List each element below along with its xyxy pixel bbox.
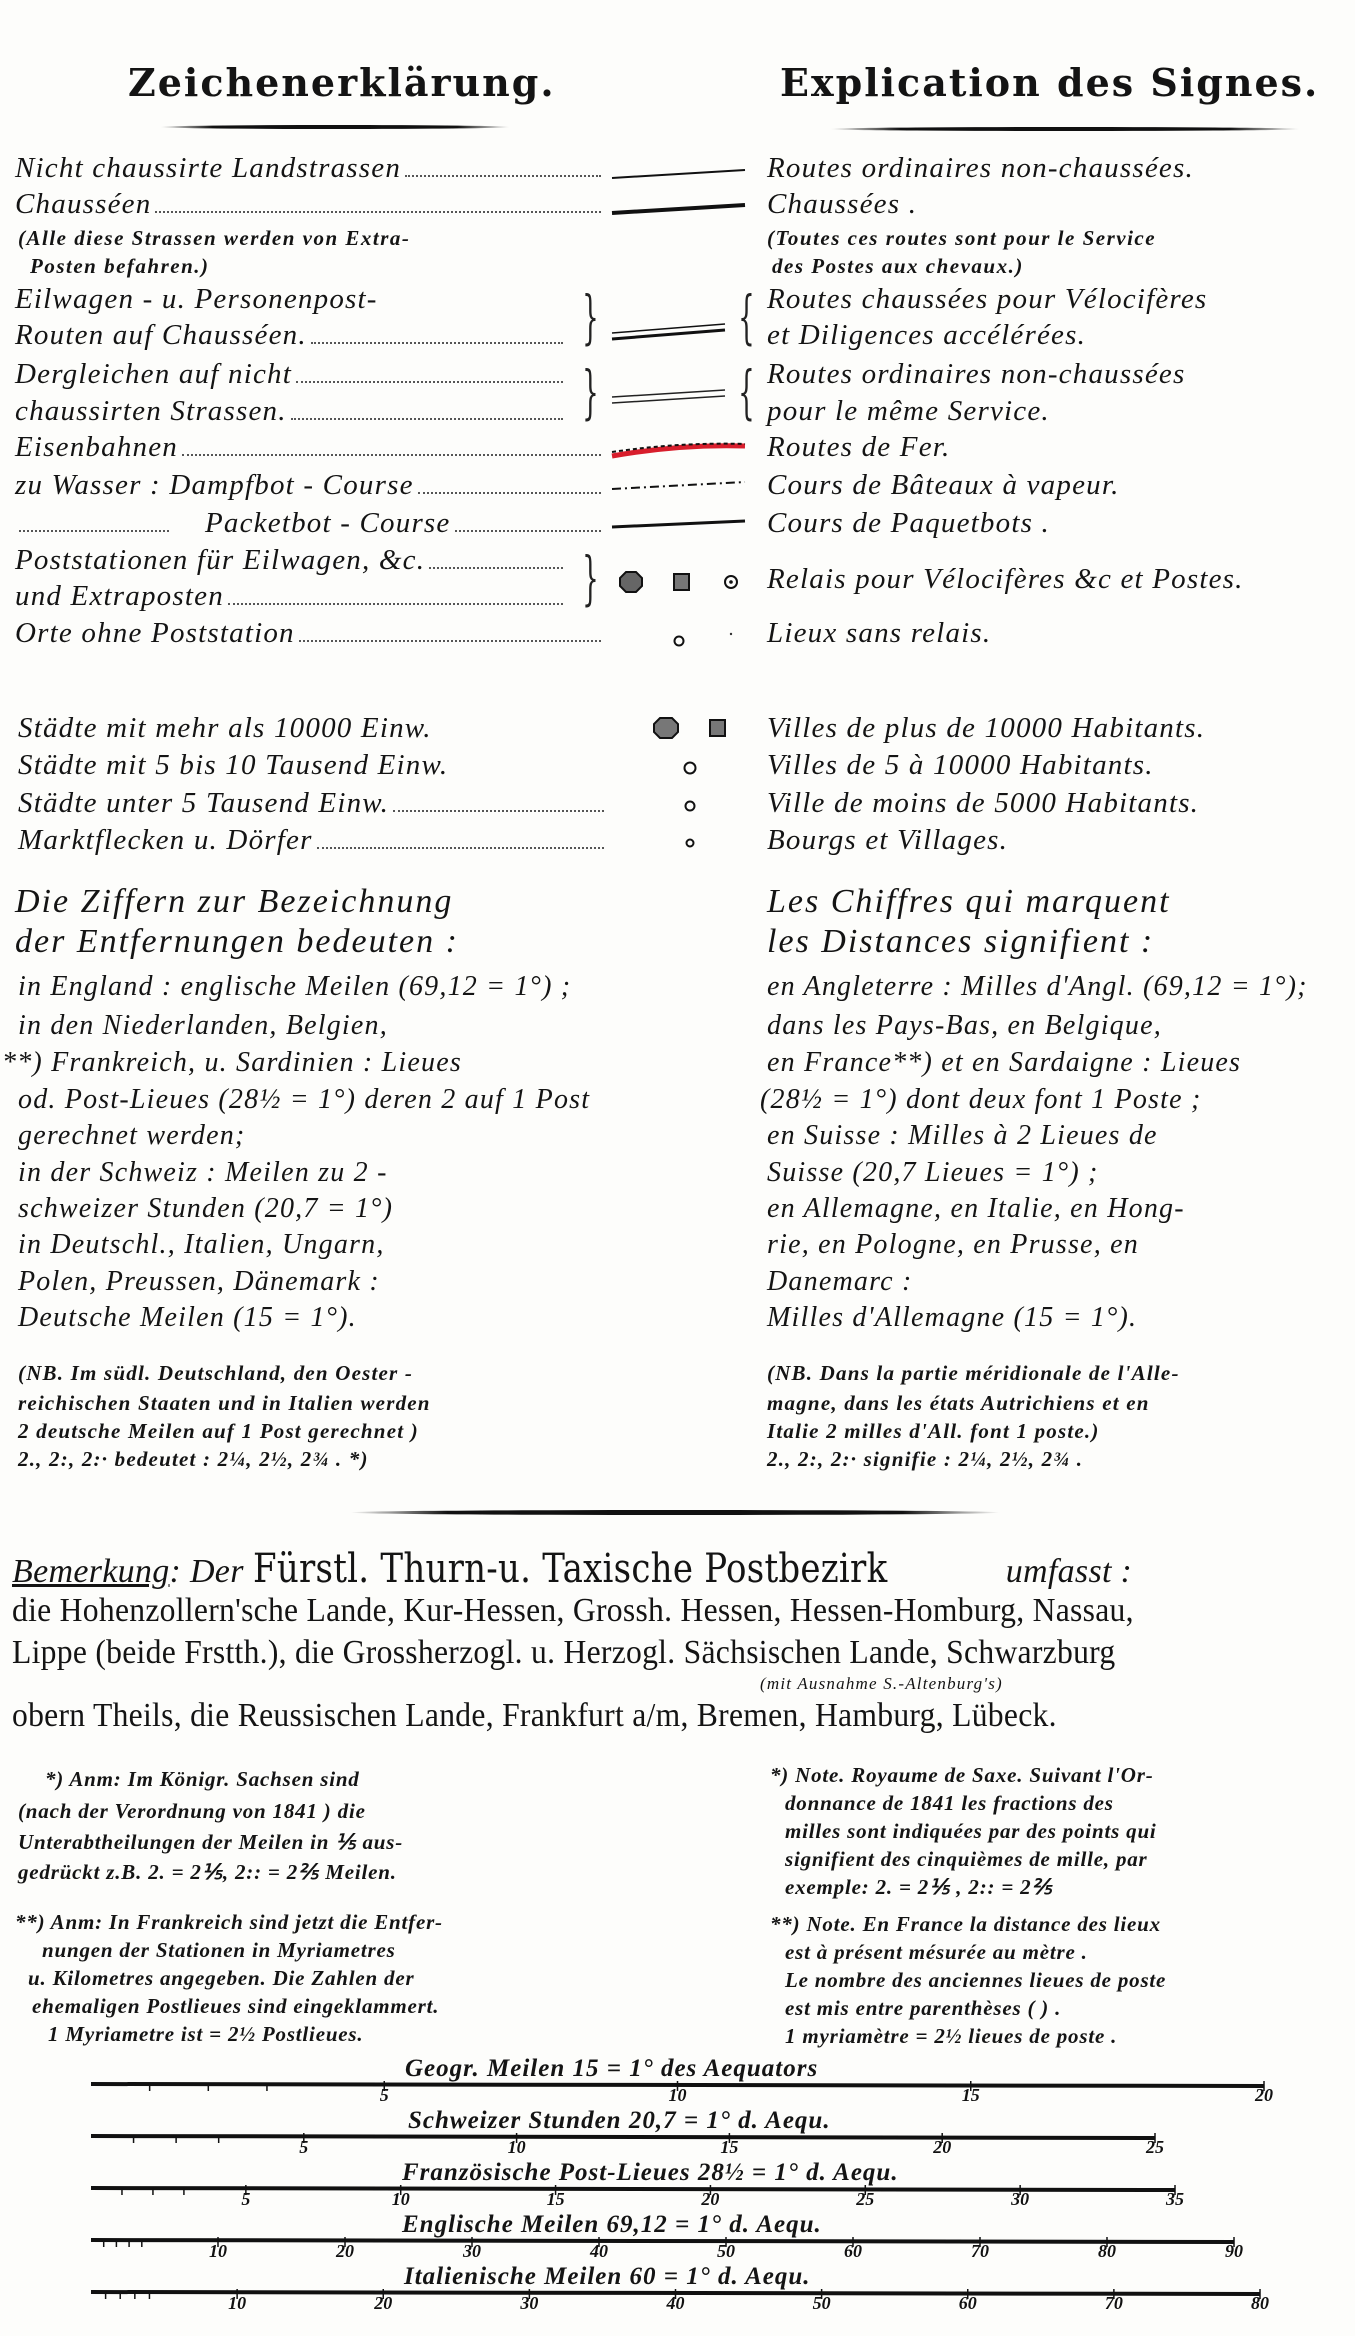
scale-tick-label: 30: [520, 2293, 539, 2313]
note-de2-line: 1 Myriametre ist = 2½ Postlieues.: [48, 2022, 364, 2046]
square-station-icon: [674, 574, 689, 590]
distances-fr-line: dans les Pays-Bas, en Belgique,: [767, 1010, 1162, 1041]
legend-fr-0: Routes ordinaires non-chaussées.: [767, 152, 1194, 184]
distances-fr-line: Suisse (20,7 Lieues = 1°) ;: [767, 1157, 1099, 1188]
distances-de-heading-1: der Entfernungen bedeuten :: [15, 923, 459, 960]
scale-tick-label: 10: [391, 2189, 410, 2209]
scale-title: Schweizer Stunden 20,7 = 1° d. Aequ.: [408, 2107, 831, 2134]
town-de-3: Marktflecken u. Dörfer: [18, 822, 608, 858]
legend-fr-7: Cours de Paquetbots .: [767, 507, 1050, 539]
legend-de-4a: Dergleichen auf nicht: [15, 356, 567, 392]
scale-tick-label: 60: [844, 2241, 862, 2261]
note-fr1-line: milles sont indiquées par des points qui: [785, 1819, 1157, 1843]
bemerkung-sub: (mit Ausnahme S.-Altenburg's): [760, 1674, 1003, 1693]
distances-de-line: in England : englische Meilen (69,12 = 1°) ;: [18, 971, 572, 1002]
scale-title: Geogr. Meilen 15 = 1° des Aequators: [405, 2055, 819, 2082]
note-fr1-line: exemple: 2. = 2⅕ , 2:: = 2⅖: [785, 1875, 1053, 1899]
distances-de-heading-0: Die Ziffern zur Bezeichnung: [15, 883, 454, 920]
distances-de-line: Deutsche Meilen (15 = 1°).: [18, 1302, 357, 1333]
scale-tick-label: 5: [299, 2137, 309, 2157]
distances-de-line: gerechnet werden;: [18, 1120, 246, 1151]
legend-fr-3b: et Diligences accélérées.: [767, 319, 1087, 351]
packetboat-symbol: [612, 521, 745, 527]
legend-de-4b: chaussirten Strassen.: [15, 393, 567, 429]
bracket-left: {: [738, 283, 755, 351]
scale-tick-label: 80: [1251, 2293, 1269, 2313]
note-fr1-line: donnance de 1841 les fractions des: [785, 1791, 1114, 1815]
scale-tick-label: 40: [666, 2293, 685, 2313]
scale-tick-label: 10: [228, 2293, 247, 2313]
note-fr2-line: est mis entre parenthèses ( ) .: [785, 1996, 1062, 2020]
note-de1-line: gedrückt z.B. 2. = 2⅕, 2:: = 2⅖ Meilen.: [18, 1860, 397, 1884]
scale-tick-label: 20: [374, 2293, 393, 2313]
distances-fr-heading-1: les Distances signifient :: [767, 923, 1155, 960]
scale-tick-label: 25: [856, 2189, 875, 2209]
scale-tick-label: 15: [546, 2189, 565, 2209]
nb-de-line: 2 deutsche Meilen auf 1 Post gerechnet ): [18, 1419, 419, 1443]
scale-tick-label: 20: [933, 2137, 952, 2157]
circle-large-icon: [685, 763, 696, 774]
legend-de-note-1: Posten befahren.): [30, 254, 210, 278]
scale-tick-label: 10: [209, 2241, 227, 2261]
distances-de-line: in Deutschl., Italien, Ungarn,: [18, 1229, 385, 1260]
bemerkung-line-2: Lippe (beide Frstth.), die Grossherzogl. u. Herzogl. Sächsischen Lande, Schwarzburg: [12, 1634, 1116, 1671]
legend-fr-9: Lieux sans relais.: [767, 617, 992, 649]
small-circle-icon: [675, 637, 684, 646]
town-fr-1: Villes de 5 à 10000 Habitants.: [767, 749, 1154, 781]
distances-fr-line: en France**) et en Sardaigne : Lieues: [767, 1047, 1242, 1078]
scale-tick-label: 20: [701, 2189, 720, 2209]
octagon-station-icon: [620, 572, 642, 592]
distances-de-line: in den Niederlanden, Belgien,: [18, 1010, 388, 1041]
legend-de-0: Nicht chaussirte Landstrassen: [15, 150, 605, 186]
railway-symbol: [612, 444, 745, 456]
town-de-2: Städte unter 5 Tausend Einw.: [18, 785, 608, 821]
dot-icon: [730, 633, 732, 635]
circle-small-icon: [687, 840, 694, 847]
scale-tick-label: 35: [1166, 2189, 1184, 2209]
scale-tick-label: 15: [720, 2137, 739, 2157]
bracket-right: }: [582, 544, 599, 612]
legend-de-7: Packetbot - Course: [15, 505, 605, 541]
legend-de-9: Orte ohne Poststation: [15, 615, 605, 651]
town-fr-2: Ville de moins de 5000 Habitants.: [767, 787, 1200, 819]
legend-de-5: Eisenbahnen: [15, 429, 605, 465]
town-fr-0: Villes de plus de 10000 Habitants.: [767, 712, 1206, 744]
scale-title: Englische Meilen 69,12 = 1° d. Aequ.: [402, 2211, 822, 2238]
note-de1-line: (nach der Verordnung von 1841 ) die: [18, 1799, 366, 1823]
legend-fr-4b: pour le même Service.: [767, 395, 1050, 427]
distances-fr-line: en Suisse : Milles à 2 Lieues de: [767, 1120, 1158, 1151]
bracket-left: {: [738, 358, 755, 426]
bemerkung-line-3: obern Theils, die Reussischen Lande, Frankfurt a/m, Bremen, Hamburg, Lübeck.: [12, 1697, 1057, 1734]
note-de1-line: Unterabtheilungen der Meilen in ⅕ aus-: [18, 1830, 404, 1854]
scale-bar: [91, 2136, 1155, 2138]
scale-tick-label: 5: [379, 2085, 389, 2105]
nb-fr-line: magne, dans les états Autrichiens et en: [767, 1391, 1150, 1415]
distances-fr-line: en Allemagne, en Italie, en Hong-: [767, 1193, 1185, 1224]
legend-fr-5: Routes de Fer.: [767, 431, 951, 463]
circle-dot-station-icon: [725, 576, 737, 588]
scale-tick-label: 60: [958, 2293, 977, 2313]
legend-fr-4a: Routes ordinaires non-chaussées: [767, 358, 1186, 390]
note-fr2-line: est à présent mésurée au mètre .: [785, 1940, 1088, 1964]
town-de-1: Städte mit 5 bis 10 Tausend Einw.: [18, 749, 449, 781]
distances-de-line: schweizer Stunden (20,7 = 1°): [18, 1193, 394, 1224]
legend-fr-8: Relais pour Vélocifères &c et Postes.: [767, 563, 1244, 595]
nb-fr-line: 2., 2:, 2:· signifie : 2¼, 2½, 2¾ .: [767, 1447, 1084, 1471]
eilwagen-ordinary-symbol: [612, 390, 725, 403]
steamboat-symbol: [612, 482, 745, 489]
distances-fr-line: en Angleterre : Milles d'Angl. (69,12 = 1°);: [767, 971, 1308, 1002]
nb-de-line: reichischen Staaten und in Italien werden: [18, 1391, 431, 1415]
legend-de-3a: Eilwagen - u. Personenpost-: [15, 283, 378, 315]
scale-tick-label: 70: [1104, 2293, 1123, 2313]
distances-de-line: Polen, Preussen, Dänemark :: [18, 1266, 380, 1297]
nb-fr-line: (NB. Dans la partie méridionale de l'Alle-: [767, 1361, 1180, 1385]
thin-road-symbol: [612, 170, 745, 178]
note-de2-line: nungen der Stationen in Myriametres: [42, 1938, 396, 1962]
town-de-0: Städte mit mehr als 10000 Einw.: [18, 712, 432, 744]
scale-tick-label: 30: [1011, 2189, 1030, 2209]
town-fr-3: Bourgs et Villages.: [767, 824, 1009, 856]
scale-tick-label: 20: [1255, 2085, 1273, 2105]
distances-fr-line: rie, en Pologne, en Prusse, en: [767, 1229, 1139, 1260]
nb-de-line: (NB. Im südl. Deutschland, den Oester -: [18, 1361, 414, 1385]
note-de2-line: **) Anm: In Frankreich sind jetzt die Entfer-: [15, 1910, 443, 1934]
title-german: Zeichenerklärung.: [128, 60, 556, 105]
distances-fr-line: Danemarc :: [767, 1266, 913, 1297]
legend-fr-6: Cours de Bâteaux à vapeur.: [767, 469, 1120, 501]
nb-fr-line: Italie 2 milles d'All. font 1 poste.): [767, 1419, 1100, 1443]
scale-tick-label: 40: [590, 2241, 608, 2261]
scale-title: Italienische Meilen 60 = 1° d. Aequ.: [404, 2263, 811, 2290]
legend-de-8b: und Extraposten: [15, 578, 567, 614]
scale-tick-label: 10: [668, 2085, 687, 2105]
scale-tick-label: 20: [336, 2241, 354, 2261]
distances-fr-line: Milles d'Allemagne (15 = 1°).: [767, 1302, 1138, 1333]
scale-tick-label: 10: [507, 2137, 526, 2157]
scale-tick-label: 15: [961, 2085, 980, 2105]
note-fr2-line: **) Note. En France la distance des lieux: [770, 1912, 1161, 1936]
scale-bar: [91, 2240, 1234, 2242]
square-town-icon: [710, 720, 725, 736]
legend-de-6: zu Wasser : Dampfbot - Course: [15, 467, 605, 503]
legend-fr-note-1: des Postes aux chevaux.): [772, 254, 1024, 278]
legend-fr-note-0: (Toutes ces routes sont pour le Service: [767, 226, 1157, 250]
scale-tick-label: 80: [1098, 2241, 1116, 2261]
scale-title: Französische Post-Lieues 28½ = 1° d. Aequ.: [402, 2159, 899, 2186]
bracket-right: }: [582, 283, 599, 351]
title-french: Explication des Signes.: [780, 60, 1320, 105]
eilwagen-chaussee-symbol: [612, 324, 725, 339]
bemerkung-line-1: die Hohenzollern'sche Lande, Kur-Hessen, Grossh. Hessen, Hessen-Homburg, Nassau,: [12, 1592, 1134, 1629]
scale-tick-label: 90: [1225, 2241, 1243, 2261]
scale-tick-label: 50: [717, 2241, 735, 2261]
note-de1-line: *) Anm: Im Königr. Sachsen sind: [45, 1767, 360, 1791]
scale-tick-label: 5: [241, 2189, 251, 2209]
distances-fr-line: (28½ = 1°) dont deux font 1 Poste ;: [760, 1084, 1202, 1115]
note-de2-line: ehemaligen Postlieues sind eingeklammert.: [32, 1994, 440, 2018]
note-fr1-line: signifient des cinquièmes de mille, par: [785, 1847, 1148, 1871]
circle-medium-icon: [686, 802, 695, 811]
scale-tick-label: 50: [812, 2293, 831, 2313]
note-de2-line: u. Kilometres angegeben. Die Zahlen der: [28, 1966, 415, 1990]
legend-fr-3a: Routes chaussées pour Vélocifères: [767, 283, 1208, 315]
legend-de-8a: Poststationen für Eilwagen, &c.: [15, 542, 567, 578]
chaussee-symbol: [612, 205, 745, 213]
legend-de-note-0: (Alle diese Strassen werden von Extra-: [18, 226, 411, 250]
octagon-town-icon: [654, 718, 678, 738]
note-fr2-line: 1 myriamètre = 2½ lieues de poste .: [785, 2024, 1118, 2048]
scale-bars: [91, 2081, 1273, 2313]
distances-de-line: **) Frankreich, u. Sardinien : Lieues: [2, 1047, 462, 1078]
bemerkung-line-0: Bemerkung: Der Fürstl. Thurn-u. Taxische Postbezirk umfasst :: [12, 1546, 1133, 1592]
distances-de-line: od. Post-Lieues (28½ = 1°) deren 2 auf 1 Post: [18, 1084, 591, 1115]
bracket-right: }: [582, 358, 599, 426]
distances-fr-heading-0: Les Chiffres qui marquent: [767, 883, 1171, 920]
legend-de-3b: Routen auf Chausséen.: [15, 317, 567, 353]
legend-de-1: Chausséen: [15, 186, 605, 222]
scale-tick-label: 25: [1146, 2137, 1164, 2157]
note-fr1-line: *) Note. Royaume de Saxe. Suivant l'Or-: [770, 1763, 1154, 1787]
scale-tick-label: 30: [463, 2241, 481, 2261]
nb-de-line: 2., 2:, 2:· bedeutet : 2¼, 2½, 2¾ . *): [18, 1447, 369, 1471]
distances-de-line: in der Schweiz : Meilen zu 2 -: [18, 1157, 388, 1188]
legend-fr-1: Chaussées .: [767, 188, 918, 220]
scale-tick-label: 70: [971, 2241, 989, 2261]
note-fr2-line: Le nombre des anciennes lieues de poste: [785, 1968, 1167, 1992]
